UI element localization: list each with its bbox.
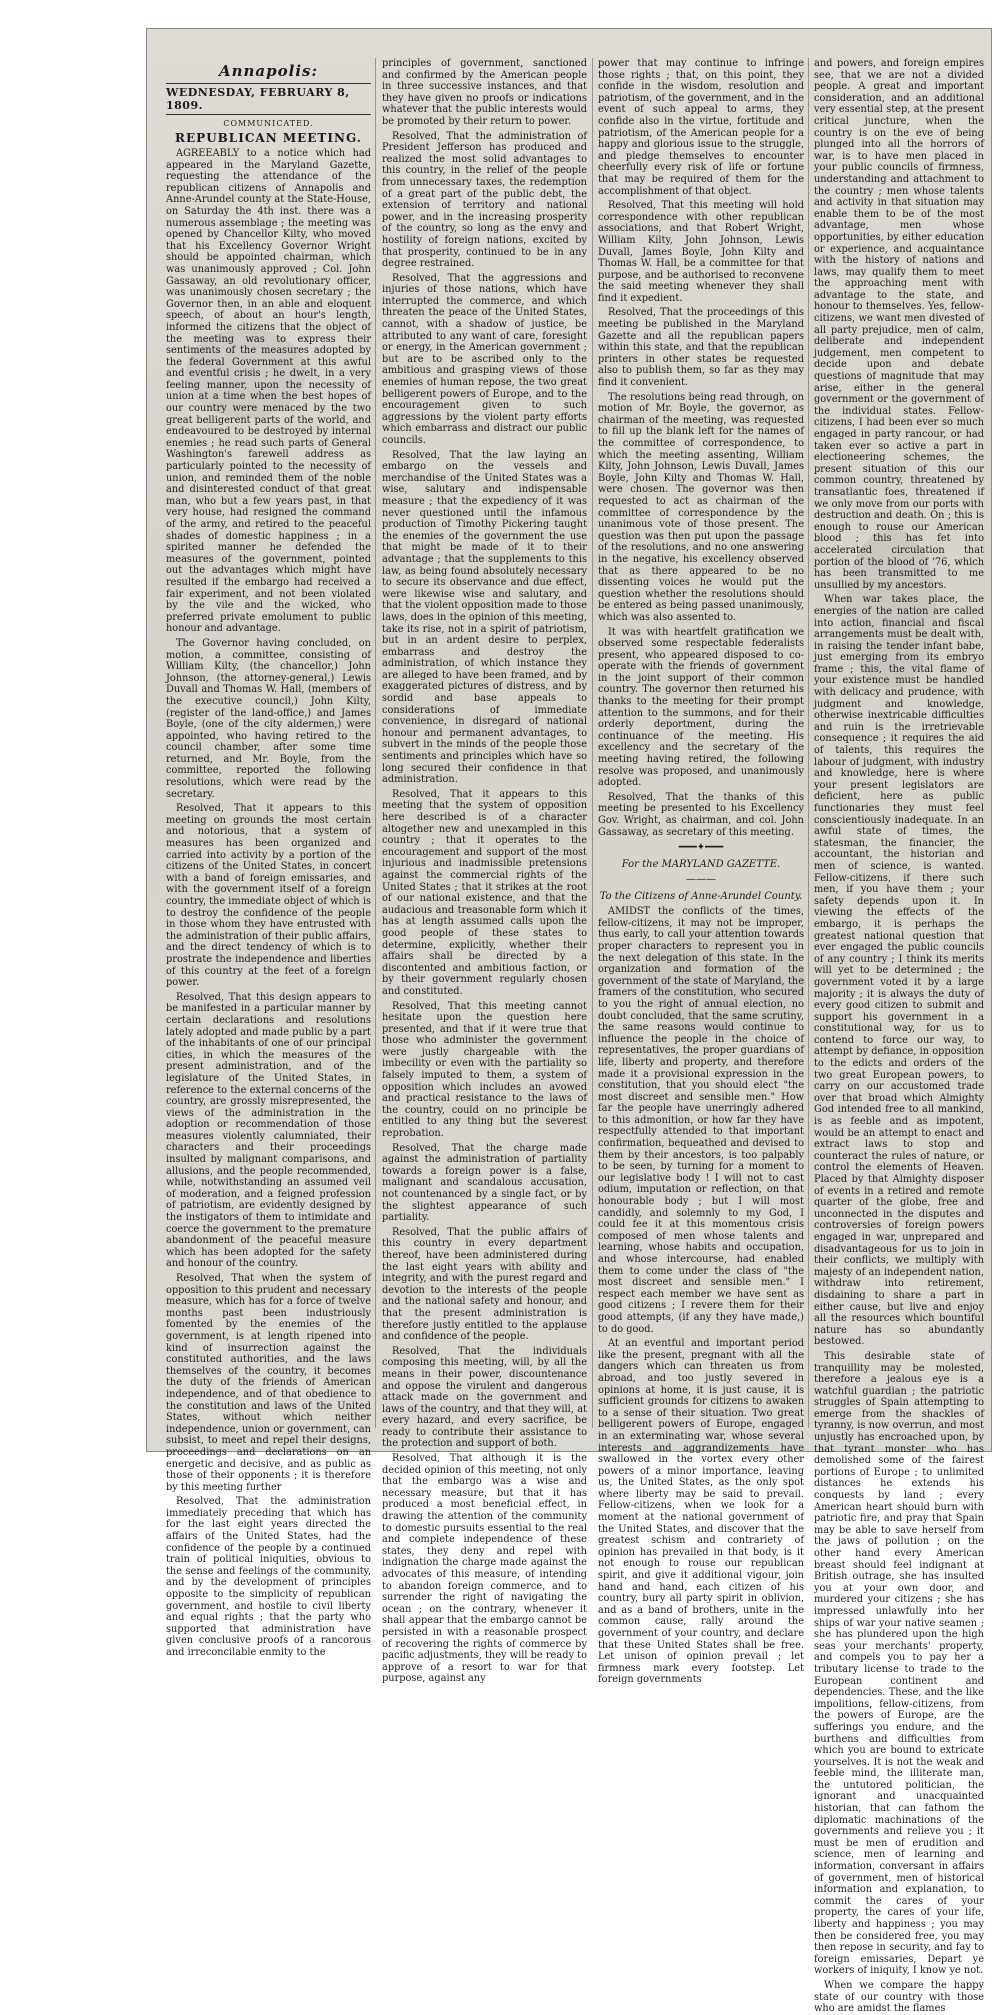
communicated-label: COMMUNICATED. xyxy=(223,119,314,128)
article-paragraph: Resolved, That the administration immediately preceding that which has for the last eight years directed the affairs of the United States, had the confidence of the people by a continued train of political iniquities, obvious to the sense and feelings of the community, and by the development of principles opposite to the simplicity of republican government, and hostile to civil liberty and equal rights ; that the party who supported that administration have given conclusive proofs of a rancorous and irreconcilable enmity to the xyxy=(166,1496,371,1658)
article-paragraph: Resolved, That it appears to this meeting on grounds the most certain and notorious, that a system of measures has been organized and carried into activity by a portion of the citizens of the United States, in concert with a band of foreign emissaries, and with the government itself of a foreign country, the immediate object of which is to destroy the confidence of the people in those whom they have entrusted with the administration of their public affairs, and the direct tendency of which is to prostrate the independence and liberties of this country at the feet of a foreign power. xyxy=(166,803,371,989)
article-paragraph: Resolved, That the aggressions and injuries of those nations, which have interrupted the commerce, and which threaten the peace of the United States, cannot, with a shadow of justice, be attributed to any want of care, foresight or energy, in the American government ; but are to be ascribed only to the ambitious and grasping views of those enemies of human repose, the two great belligerent powers of Europe, and to the encouragement given to such aggressions by the violent party efforts which embarrass and distract our public councils. xyxy=(382,272,587,446)
article-paragraph: Resolved, That the proceedings of this meeting be published in the Maryland Gazette and all the republican papers within this state, and that the republican printers in other states be requested also to publish them, so far as they may find it convenient. xyxy=(598,307,804,389)
column-rule xyxy=(375,58,376,1428)
section-divider: ——— xyxy=(686,874,716,886)
meeting-heading: REPUBLICAN MEETING. xyxy=(175,131,362,145)
article-paragraph: Resolved, That when the system of opposition to this prudent and necessary measure, which has for a force of twelve months past been industriously fomented by the enemies of the government, is at length ripened into kind of insurrection against the constituted authorities, and the laws themselves of the country, it becomes the duty of the friends of American independence, and of that obedience to the constitution and laws of the United States, without which neither independence, union or government, can subsist, to meet and repel their designs, proceedings and declarations on an energetic and decisive, and as public as those of their opponents ; it is therefore by this meeting further xyxy=(166,1273,371,1493)
masthead: Annapolis: xyxy=(218,62,319,80)
article-paragraph: AGREEABLY to a notice which had appeared in the Maryland Gazette, requesting the attendance of the republican citizens of Annapolis and Anne-Arundel county at the State-House, on Saturday the 4th inst. there was a numerous assemblage ; the meeting was opened by Chancellor Kilty, who moved that his Excellency Governor Wright should be appointed chairman, which was unanimously approved ; Col. John Gassaway, an old revolutionary officer, was unanimously chosen secretary ; the Governor then, in an able and eloquent speech, of about an hour's length, informed the citizens that the object of the meeting was to express their sentiments of the measures adopted by the federal Government at this awful and eventful crisis ; he dwelt, in a very feeling manner, upon the necessity of union at a time when the best hopes of our country were menaced by the two great belligerent parts of the world, and endeavoured to be destroyed by internal enemies ; he read such parts of General Washington's farewell address as particularly pointed to the necessity of union, and reminded them of the noble and disinterested conduct of that great man, who but a few years past, in that very house, had resigned the command of the army, and retired to the peaceful shades of domestic happiness ; in a spirited manner he defended the measures of the government, pointed out the advantages which might have resulted if the embargo had received a fair experiment, and not been violated by the vile and the wicked, who preferred private emolument to public honour and advantage. xyxy=(166,148,371,635)
column-2 xyxy=(382,58,587,1685)
column-1 xyxy=(166,62,371,1658)
article-paragraph: It was with heartfelt gratification we observed some respectable federalists present, who appeared disposed to co-operate with the friends of government in the joint support of their common country. The governor then returned his thanks to the meeting for their prompt attention to the summons, and for their orderly deportment, during the continuance of the meeting. His excellency and the secretary of the meeting having retired, the following resolve was proposed, and unanimously adopted. xyxy=(598,626,804,789)
section-ornament: ━━━✦━━━ xyxy=(678,842,724,854)
article-paragraph: Resolved, That this design appears to be manifested in a particular manner by certain declarations and resolutions lately adopted and made public by a part of the inhabitants of one of our principal cities, in which the measures of the present administration, and of the legislature of the United States, in reference to the external concerns of the country, are grossly misrepresented, the views of the administration in the adoption or recommendation of those measures violently calumniated, their characters and their proceedings insulted by malignant comparisons, and allusions, and the people recommended, while, notwithstanding an assumed veil of moderation, and a feigned profession of patriotism, are evidently designed by the instigators of them to intimidate and coerce the government to the premature abandonment of the peaceful measure which has been adopted for the safety and honour of the country. xyxy=(166,991,371,1270)
article-paragraph: Resolved, That the individuals composing this meeting, will, by all the means in their power, discountenance and oppose the virulent and dangerous attack made on the government and laws of the country, and that they will, at every hazard, and every sacrifice, be ready to contribute their assistance to the protection and support of both. xyxy=(382,1345,587,1450)
article-paragraph: The resolutions being read through, on motion of Mr. Boyle, the governor, as chairman of the meeting, was requested to fill up the blank left for the names of the committee of correspondence, to which the meeting assenting, William Kilty, John Johnson, Lewis Duvall, James Boyle, John Kilty and Thomas W. Hall, were chosen. The governor was then requested to act as chairman of the committee of correspondence by the unanimous vote of those present. The question was then put upon the passage of the resolutions, and no one answering in the negative, his excellency observed that as there appeared to be no dissenting voices he would put the question whether the resolutions should be entered as being passed unanimously, which was also assented to. xyxy=(598,391,804,623)
column-rule xyxy=(808,58,809,1428)
column-3 xyxy=(598,58,804,1686)
article-paragraph: Resolved, That the administration of President Jefferson has produced and realized the most solid advantages to this country, in the relief of the people from unnecessary taxes, the redemption of a great part of the public debt, the extension of territory and national power, and in the increasing prosperity of the country, so long as the envy and hostility of foreign nations, excited by that prosperity, continued to be in any degree restrained. xyxy=(382,130,587,270)
column-rule xyxy=(592,58,593,1428)
article-paragraph: principles of government, sanctioned and confirmed by the American people in three successive instances, and that they have given no proofs or indications whatever that the public interests would be promoted by their return to power. xyxy=(382,58,587,127)
article-paragraph: When we compare the happy state of our country with those who are amidst the flames xyxy=(814,1979,984,2015)
address-heading: To the Citizens of Anne-Arundel County. xyxy=(599,891,803,903)
article-paragraph: The Governor having concluded, on motion, a committee, consisting of William Kilty, (the chancellor,) John Johnson, (the attorney-general,) Lewis Duvall and Thomas W. Hall, (members of the executive council,) John Kilty, (register of the land-office,) and James Boyle, (one of the city aldermen,) were appointed, who having retired to the council chamber, after some time returned, and Mr. Boyle, from the committee, reported the following resolutions, which were read by the secretary. xyxy=(166,637,371,800)
dateline: WEDNESDAY, FEBRUARY 8, 1809. xyxy=(166,83,371,115)
article-paragraph: Resolved, That the public affairs of this country in every department thereof, have been administered during the last eight years with ability and integrity, and with the purest regard and devotion to the interests of the people and the national safety and honour, and that the present administration is therefore justly entitled to the applause and confidence of the people. xyxy=(382,1226,587,1343)
article-paragraph: Resolved, That it appears to this meeting that the system of opposition here described is of a character altogether new and unexampled in this country ; that it operates to the encouragement and support of the most injurious and inadmissible pretensions against the commercial rights of the United States ; that it strikes at the root of our national existence, and that the audacious and treasonable form which it has at length assumed calls upon the good people of these states to determine, explicitly, whether their affairs shall be directed by a discontented and ambitious faction, or by their government regularly chosen and constituted. xyxy=(382,788,587,997)
article-paragraph: When war takes place, the energies of the nation are called into action, financial and fiscal arrangements must be dealt with, in raising the tender infant babe, just emerging from its embryo frame ; this, the vital flame of your existence must be handled with delicacy and prudence, with judgment and knowledge, otherwise inextricable difficulties and ruin is the irretrievable consequence ; it requires the aid of talents, this requires the labour of judgment, with industry and knowledge, here is where your present legislators are deficient, here as public functionaries they must feel conscientiously inadequate. In an awful state of times, the statesman, the financier, the accountant, the historian and men of science, is wanted. Fellow-citizens, if there such men, if you have them ; your safety depends upon it. In viewing the effects of the embargo, it is perhaps the greatest national question that ever engaged the public councils of any country ; I think its merits will yet to be determined ; the government voted it by a large majority ; it is always the duty of every good citizen to submit and support his government in a constitutional way, for us to contend to force our way, to attempt by defiance, in opposition to the edicts and orders of the two great European powers, to carry on our accustomed trade over that broad which Almighty God intended free to all mankind, is as feeble and as impotent, would be an attempt to enact and extract laws to stop and counteract the rules of nature, or control the elements of Heaven. Placed by that Almighty disposer of events in a retired and remote quarter of the globe, free and unconnected in the disputes and controversies of foreign powers engaged in war, unprepared and disadvantageous for us to join in their conflicts, we multiply with majesty of an independent nation, withdraw into retirement, disdaining to share a part in either cause, but live and enjoy all the resources which bountiful nature has so abundantly bestowed. xyxy=(814,594,984,1348)
article-paragraph: and powers, and foreign empires see, that we are not a divided people. A great and important consideration, and an additional very essential step, at the present critical juncture, when the country is on the eve of being plunged into all the horrors of war, is to have men placed in your public councils of firmness, understanding and attachment to the country ; men whose talents and activity in that situation may enable them to be of the most advantage, men whose opportunities, by either education or experience, and acquaintance with the history of nations and laws, may qualify them to meet the approaching ment with advantage to the state, and honour to themselves. Yes, fellow-citizens, we want men divested of all party prejudice, men of calm, deliberate and independent judgement, men competent to decide upon and debate questions of magnitude that may arise, either in the general government or the government of the individual states. Fellow-citizens, I had been ever so much engaged in party rancour, or had taken ever so active a part in electioneering schemes, the present situation of this our common country, threatened by transatlantic foes, threatened if we only move from our ports with destruction and death. On ; this is enough to rouse our American blood ; this has fet into accelerated circulation that portion of the blood of '76, which has been transmitted to me unsullied by my ancestors. xyxy=(814,58,984,591)
article-paragraph: Resolved, That this meeting will hold correspondence with other republican associations, and that Robert Wright, William Kilty, John Johnson, Lewis Duvall, James Boyle, John Kilty and Thomas W. Hall, be a committee for that purpose, and be authorised to reconvene the said meeting whenever they shall find it expedient. xyxy=(598,200,804,304)
article-paragraph: Resolved, That the thanks of this meeting be presented to his Excellency Gov. Wright, as chairman, and col. John Gassaway, as secretary of this meeting. xyxy=(598,791,804,838)
article-paragraph: Resolved, That this meeting cannot hesitate upon the question here presented, and that if it were true that those who administer the government were justly chargeable with the imbecility or even with the partiality so falsely imputed to them, a system of opposition which includes an avowed and practical resistance to the laws of the country, could on no principle be entitled to any thing but the severest reprobation. xyxy=(382,1000,587,1140)
article-paragraph: Resolved, That the charge made against the administration of partiality towards a foreign power is a false, malignant and scandalous accusation, not countenanced by a single fact, or by the slightest appearance of such partiality. xyxy=(382,1142,587,1224)
newspaper-page xyxy=(146,28,992,2015)
article-paragraph: This desirable state of tranquillity may be molested, therefore a jealous eye is a watchful guardian ; the patriotic struggles of Spain attempting to emerge from the shackles of tyranny, is now overrun, and most unjustly has encroached upon, by that tyrant monster who has demolished some of the fairest portions of Europe ; to unlimited distances he extends his conquests by land ; every American heart should burn with patriotic fire, and pray that Spain may be able to save herself from the jaws of pollution ; on the other hand every American breast should feel indignant at British outrage, she has insulted you at your own door, and murdered your citizens ; she has impressed unlawfully into her ships of war your native seamen ; she has plundered upon the high seas your merchants' property, and compels you to pay her a tributary license to trade to the European continent and dependencies. These, and the like impolitions, fellow-citizens, from the powers of Europe, are the sufferings you endure, and the burthens and difficulties from which you are bound to extricate yourselves. It is not the weak and feeble mind, the illiterate man, the untutored politician, the ignorant and unacquainted historian, that can fathom the diplomatic machinations of the governments and relieve you ; it must be men of erudition and science, men of learning and information, conversant in affairs of government, men of historical information and explanation, to commit the cares of your property, the cares of your life, liberty and happiness ; you may then be considered free, you may then repose in security, and fay to foreign emissaries, Depart ye workers of iniquity, I know ye not. xyxy=(814,1350,984,1977)
article-paragraph: Resolved, That although it is the decided opinion of this meeting, not only that the embargo was a wise and necessary measure, but that it has produced a most beneficial effect, in drawing the attention of the community to domestic pursuits essential to the real and complete independence of these states, they deny and repel with indignation the charge made against the advocates of this measure, of intending to abandon foreign commerce, and to surrender the right of navigating the ocean ; on the contrary, whenever it shall appear that the embargo cannot be persisted in with a reasonable prospect of recovering the rights of commerce by pacific adjustments, they will be ready to approve of a resort to war for that purpose, against any xyxy=(382,1453,587,1685)
column-4 xyxy=(814,58,984,2015)
article-paragraph: At an eventful and important period like the present, pregnant with all the dangers which can threaten us from abroad, and too justly severed in opinions at home, it is just cause, it is sufficient grounds for citizens to awaken to a sense of their situation. Two great belligerent powers of Europe, engaged in an exterminating war, whose several interests and aggrandizements have swallowed in the vortex every other powers of a minor importance, leaving us, the United States, as the only spot where liberty may be said to prevail. Fellow-citizens, when we look for a moment at the national government of the United States, and discover that the greatest schism and contrariety of opinion has prevailed in that body, is it not enough to rouse our republican spirit, and give it additional vigour, join hand and hand, each citizen of his country, bury all party spirit in oblivion, and as a band of brothers, unite in the common cause, rally around the government of your country, and declare that these United States shall be free. Let unison of opinion prevail ; let firmness mark every footstep. Let foreign governments xyxy=(598,1338,804,1686)
article-paragraph: power that may continue to infringe those rights ; that, on this point, they confide in the wisdom, resolution and patriotism, of the government, and in the event of such appeal to arms, they confide also in the virtue, fortitude and patriotism, of the American people for a happy and glorious issue to the struggle, and pledge themselves to encounter cheerfully every risk of life or fortune that may be required of them for the accomplishment of that object. xyxy=(598,58,804,197)
article-paragraph: AMIDST the conflicts of the times, fellow-citizens, it may not be improper, thus early, to call your attention towards proper characters to represent you in the next delegation of this state. In the organization and formation of the government of the state of Maryland, the framers of the constitution, who secured to you the right of annual election, no doubt concluded, that the same scrutiny, the same reasons would continue to influence the people in the choice of representatives, the proper guardians of life, liberty and property, and therefore made it a provisional expression in the constitution, that you should elect "the most discreet and sensible men." How far the people have unerringly adhered to this admonition, or how far they have respectfully attended to that important confirmation, bequeathed and devised to them by their ancestors, is too palpably to be seen, by turning for a moment to our legislative body ! I will not to cast odium, imputation or reflection, on that honourable body ; but I will most candidly, and solemnly to my God, I could fee it at this momentous crisis composed of men whose talents and learning, whose habits and occupation, and whose intercourse, had enabled them to come under the class of "the most discreet and sensible men." I respect each member we have sent as good citizens ; I revere them for their good attempts, (if any they have made,) to do good. xyxy=(598,906,804,1335)
article-paragraph: Resolved, That the law laying an embargo on the vessels and merchandise of the United States was a wise, salutary and indispensable measure ; that the expediency of it was never questioned until the infamous production of Timothy Pickering taught the enemies of the government the use that might be made of it to their advantage ; that the supplements to this law, as being found absolutely necessary to secure its observance and due effect, were likewise wise and salutary, and that the violent opposition made to those laws, does in the opinion of this meeting, take its rise, not in a spirit of patriotism, but in an ardent desire to perplex, embarrass and destroy the administration, of which instance they are alleged to have been framed, and by exaggerated pictures of distress, and by sordid and base appeals to considerations of immediate convenience, in disregard of national honour and permanent advantages, to subvert in the minds of the people those sentiments and principles which have so long secured their confidence in that administration. xyxy=(382,449,587,786)
gazette-heading: For the MARYLAND GAZETTE. xyxy=(621,859,781,871)
